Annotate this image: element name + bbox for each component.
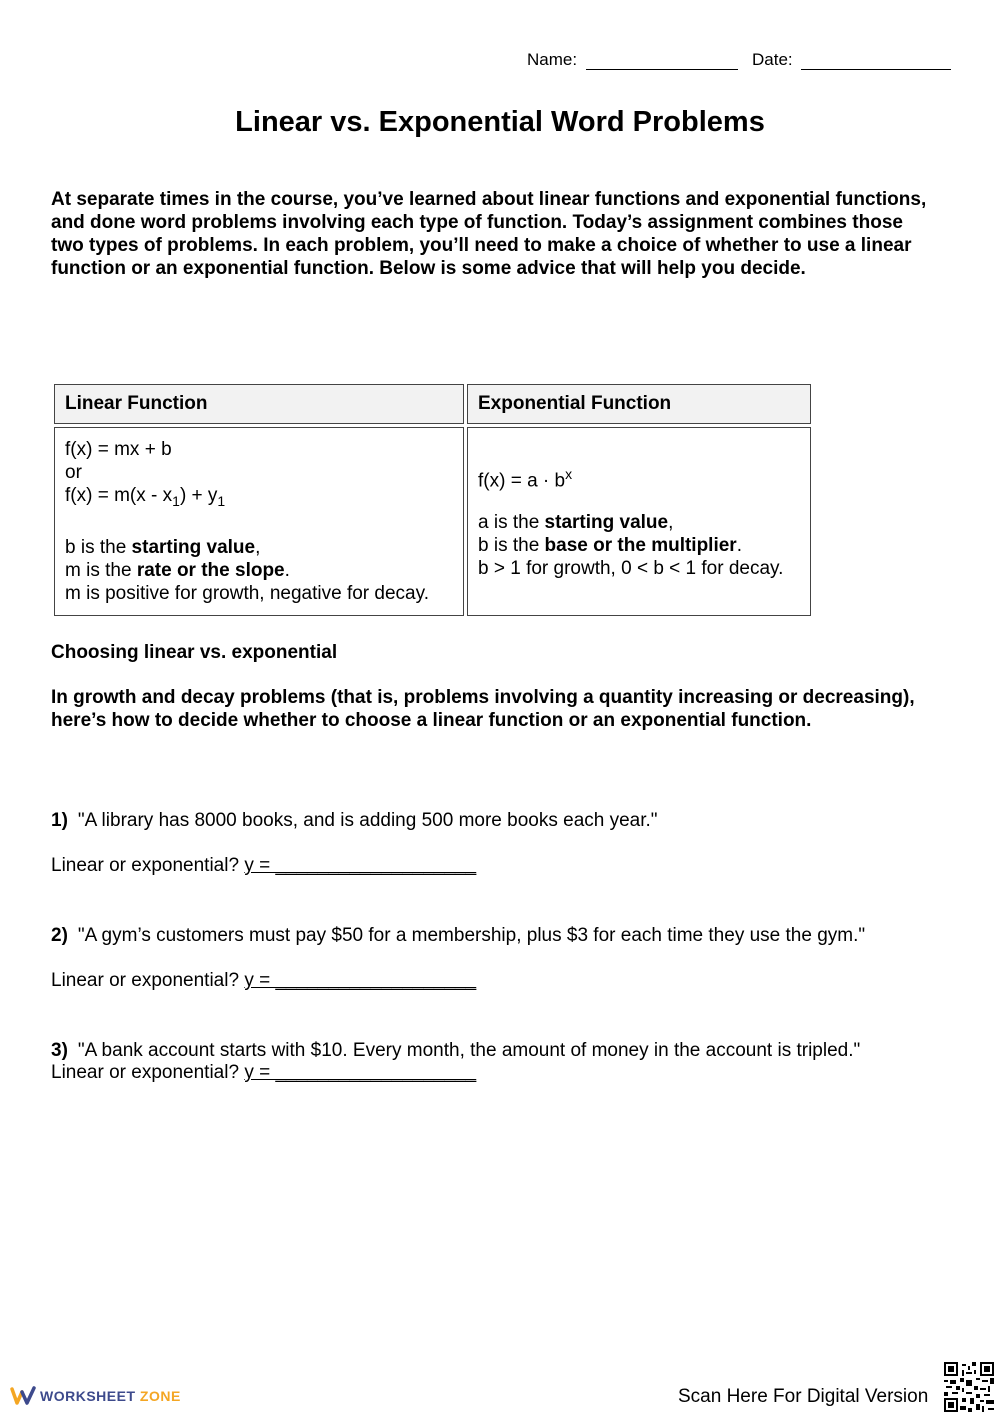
linear-header: Linear Function bbox=[54, 384, 464, 424]
exponential-b-desc: b is the base or the multiplier. bbox=[478, 534, 742, 556]
linear-sign-desc: m is positive for growth, negative for decay. bbox=[65, 582, 429, 604]
answer-line-3[interactable] bbox=[51, 1062, 476, 1084]
linear-formula-2: $f(x) = m(x - x_1) + y_1$ bbox=[65, 485, 226, 509]
answer-prompt: Linear or exponential? bbox=[51, 1062, 245, 1083]
exponential-header: Exponential Function bbox=[467, 384, 811, 424]
answer-blank[interactable]: y = ___________________ bbox=[244, 1062, 477, 1083]
question-text: "A bank account starts with $10. Every month, the amount of money in the account is tripled." bbox=[77, 1040, 861, 1061]
answer-line-2[interactable] bbox=[51, 970, 476, 992]
exponential-formula: $f(x) = a \cdot b^x$ bbox=[478, 466, 573, 492]
intro-paragraph: At separate times in the course, you’ve learned about linear functions and exponential functions, and done word problems involving each type of function. Today’s assignment combines those two types of problems. In each problem, you’ll need to make a choice of whether to use a linear function or an exponential function. Below is some advice that will help you decide. bbox=[51, 189, 927, 279]
name-field[interactable] bbox=[527, 50, 738, 70]
answer-blank[interactable]: y = ___________________ bbox=[244, 855, 477, 876]
linear-formula-1: f(x) = mx + b bbox=[65, 439, 172, 460]
linear-m-desc: m is the rate or the slope. bbox=[65, 559, 290, 581]
answer-blank[interactable]: y = ___________________ bbox=[244, 970, 477, 991]
table-header-row bbox=[54, 384, 811, 424]
table-body-row bbox=[54, 427, 811, 616]
logo-text: WORKSHEET ZONE bbox=[40, 1388, 181, 1404]
question-1 bbox=[51, 810, 658, 832]
answer-prompt: Linear or exponential? bbox=[51, 855, 245, 876]
answer-line-1[interactable] bbox=[51, 855, 476, 877]
question-number: 2) bbox=[51, 925, 68, 946]
qr-code-icon[interactable] bbox=[944, 1362, 994, 1412]
linear-or: or bbox=[65, 462, 82, 483]
question-text: "A gym’s customers must pay $50 for a membership, plus $3 for each time they use the gym." bbox=[77, 925, 866, 946]
question-3 bbox=[51, 1040, 860, 1062]
name-blank[interactable] bbox=[586, 51, 738, 70]
scan-text: Scan Here For Digital Version bbox=[678, 1386, 929, 1407]
question-number: 1) bbox=[51, 810, 68, 831]
date-field[interactable] bbox=[752, 50, 951, 70]
date-blank[interactable] bbox=[801, 51, 951, 70]
linear-cell bbox=[54, 427, 464, 616]
choosing-text: In growth and decay problems (that is, problems involving a quantity increasing or decreasing), here’s how to decide whether to choose a linear function or an exponential function. bbox=[51, 687, 915, 731]
page-title: Linear vs. Exponential Word Problems bbox=[235, 106, 765, 138]
name-label: Name: bbox=[527, 50, 578, 69]
worksheet-zone-logo[interactable] bbox=[10, 1386, 181, 1406]
advice-table bbox=[51, 381, 814, 619]
date-label: Date: bbox=[752, 50, 793, 69]
exponential-a-desc: a is the starting value, bbox=[478, 511, 674, 533]
choosing-heading: Choosing linear vs. exponential bbox=[51, 642, 338, 663]
w-logo-icon bbox=[10, 1386, 36, 1406]
linear-b-desc: b is the starting value, bbox=[65, 536, 261, 558]
question-2 bbox=[51, 925, 865, 947]
exponential-cell bbox=[467, 427, 811, 616]
question-text: "A library has 8000 books, and is adding 500 more books each year." bbox=[77, 810, 658, 831]
answer-prompt: Linear or exponential? bbox=[51, 970, 245, 991]
exponential-range-desc: b > 1 for growth, 0 < b < 1 for decay. bbox=[478, 557, 784, 579]
question-number: 3) bbox=[51, 1040, 68, 1061]
